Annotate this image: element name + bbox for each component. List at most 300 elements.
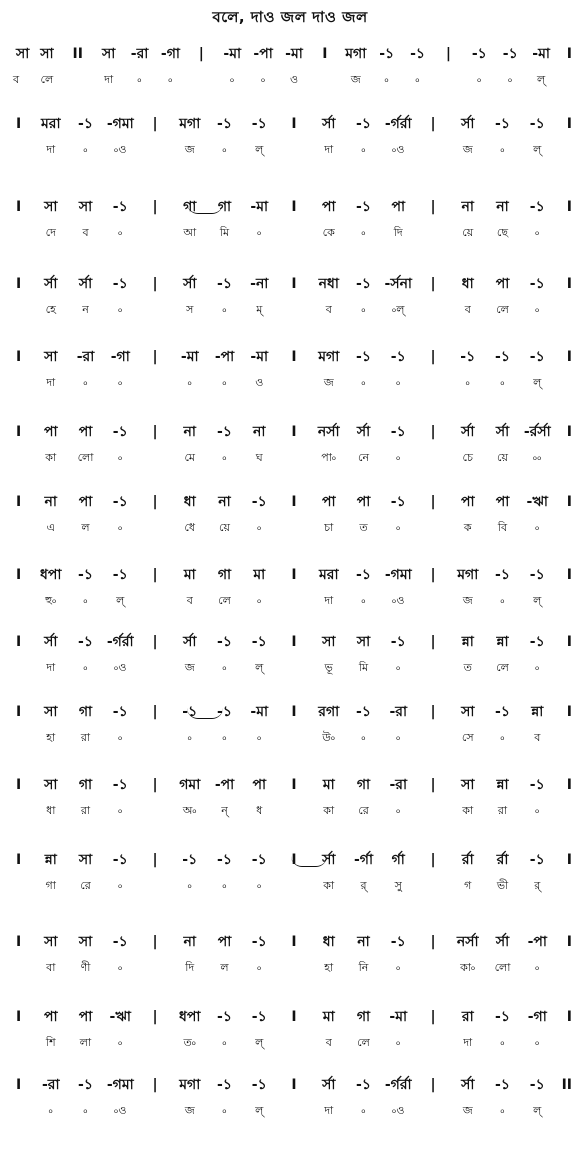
lyric-syllable: কা: [462, 804, 474, 817]
lyric-syllable: গ: [464, 879, 472, 892]
lyric-syllable: মে: [184, 451, 196, 464]
lyric-syllable: ৹: [118, 376, 123, 389]
swara-row: [16, 420, 572, 444]
swara-note: রগা: [318, 704, 340, 720]
swara-note: সা: [44, 349, 58, 365]
swara-note: -১: [390, 934, 406, 950]
swara-note: র্সা: [78, 276, 93, 292]
notation-line: [0, 112, 580, 172]
swara-note: -১: [217, 1009, 232, 1025]
swara-note: -১: [356, 276, 371, 292]
bar-line: |: [152, 1077, 158, 1093]
swara-note: ন্না: [496, 777, 509, 793]
swara-note: নর্সা: [317, 424, 340, 440]
swara-note: মগা: [457, 567, 479, 583]
swara-note: -রা: [389, 704, 408, 720]
swara-note: র্সা: [322, 116, 336, 132]
swara-note: -১: [217, 1077, 232, 1093]
lyric-syllable: এ: [46, 521, 55, 534]
bar-line: I: [16, 199, 22, 215]
bar-line: |: [445, 46, 451, 62]
swara-note: র্সা: [322, 852, 336, 868]
lyric-syllable: গা: [45, 879, 56, 892]
notation-line: [0, 345, 580, 405]
lyric-syllable: নে: [357, 451, 370, 464]
swara-note: মগা: [318, 349, 340, 365]
swara-note: -মা: [250, 704, 269, 720]
swara-note: র্সা: [461, 424, 475, 440]
swara-row: [16, 563, 572, 587]
swara-note: -মা: [532, 46, 550, 62]
swara-note: -১: [356, 199, 371, 215]
lyric-syllable: ৹: [500, 1036, 505, 1049]
swara-note: গা: [356, 1009, 371, 1025]
lyric-syllable: ৹: [500, 143, 505, 156]
swara-note: -১: [217, 852, 232, 868]
bar-line: I: [16, 852, 22, 868]
swara-note: পা: [43, 424, 58, 440]
lyric-syllable: ব: [464, 303, 471, 316]
lyric-syllable: ল: [220, 961, 229, 974]
swara-note: সা: [44, 704, 58, 720]
swara-note: পা: [356, 494, 371, 510]
lyric-row: [16, 516, 572, 540]
lyric-syllable: ৹: [187, 731, 192, 744]
swara-note: গা: [78, 704, 93, 720]
bar-line: I: [291, 567, 297, 583]
lyric-syllable: শি: [45, 1036, 56, 1049]
lyric-syllable: ণী: [80, 961, 91, 974]
notation-line: [0, 700, 580, 760]
bar-line: |: [430, 116, 436, 132]
lyric-syllable: ৹: [535, 961, 540, 974]
swara-note: -১: [356, 349, 371, 365]
swara-note: -১: [390, 494, 406, 510]
bar-line: I: [291, 116, 297, 132]
swara-note: -১: [217, 276, 232, 292]
bar-line: I: [16, 116, 22, 132]
swara-note: -১: [251, 934, 267, 950]
swara-note: -গমা: [106, 1077, 134, 1093]
lyric-syllable: দে: [45, 226, 56, 239]
swara-row: [16, 42, 572, 66]
swara-note: ধপা: [40, 567, 62, 583]
swara-note: -১: [182, 852, 198, 868]
notation-line: [0, 1073, 580, 1133]
swara-note: পা: [460, 494, 475, 510]
swara-note: গা: [217, 199, 232, 215]
swara-note: সা: [78, 852, 93, 868]
bar-line: |: [152, 276, 158, 292]
lyric-syllable: রা: [80, 804, 91, 817]
swara-note: না: [183, 934, 196, 950]
swara-note: র্সা: [44, 276, 58, 292]
swara-note: -১: [529, 199, 545, 215]
notation-line: [0, 630, 580, 690]
swara-note: সা: [322, 634, 336, 650]
bar-line: I: [566, 777, 572, 793]
lyric-syllable: ৹: [118, 1036, 123, 1049]
swara-note: র্সা: [322, 1077, 336, 1093]
bar-line: I: [566, 199, 572, 215]
lyric-syllable: দা: [46, 661, 56, 674]
bar-line: I: [291, 704, 297, 720]
bar-line: |: [152, 199, 158, 215]
notation-line: [0, 195, 580, 255]
lyric-syllable: রা: [80, 731, 91, 744]
lyric-syllable: রা: [497, 804, 508, 817]
swara-note: পা: [78, 424, 93, 440]
swara-note: -১: [112, 276, 128, 292]
lyric-syllable: ৹: [535, 521, 540, 534]
swara-note: র্গা: [391, 852, 405, 868]
lyric-syllable: য়ে: [219, 521, 230, 534]
bar-line: |: [198, 46, 204, 62]
lyric-syllable: ধে: [184, 521, 196, 534]
lyric-syllable: ব: [186, 594, 193, 607]
lyric-syllable: ৹: [118, 804, 123, 817]
swara-note: -ঋা: [526, 494, 548, 510]
lyric-row: [16, 799, 572, 823]
lyric-syllable: ৹: [257, 731, 262, 744]
lyric-syllable: ৹: [118, 731, 123, 744]
bar-line: I: [322, 46, 328, 62]
lyric-syllable: ৹: [500, 594, 505, 607]
bar-line: I: [566, 934, 572, 950]
swara-note: ন্না: [44, 852, 57, 868]
song-title: বলে, দাও জল দাও জল: [212, 8, 368, 26]
lyric-syllable: ও: [289, 73, 299, 86]
swara-note: র্সা: [495, 934, 510, 950]
lyric-syllable: ৹: [477, 73, 482, 86]
lyric-syllable: র্: [360, 879, 367, 892]
swara-note: মা: [253, 567, 266, 583]
swara-row: [16, 773, 572, 797]
swara-note: -১: [217, 704, 232, 720]
bar-line: |: [152, 567, 158, 583]
lyric-syllable: কে: [322, 226, 335, 239]
swara-note: মগা: [345, 46, 367, 62]
lyric-syllable: ৹: [535, 226, 540, 239]
lyric-syllable: ৹: [500, 1104, 505, 1117]
swara-note: না: [461, 199, 474, 215]
swara-note: -১: [495, 704, 510, 720]
bar-line: I: [16, 1077, 22, 1093]
lyric-syllable: ৹: [535, 661, 540, 674]
lyric-syllable: দি: [185, 961, 195, 974]
swara-note: মরা: [318, 567, 339, 583]
bar-line: I: [291, 777, 297, 793]
bar-line: II: [72, 46, 83, 62]
lyric-syllable: য়ে: [497, 451, 508, 464]
lyric-syllable: ৹: [465, 376, 470, 389]
bar-line: II: [561, 1077, 572, 1093]
lyric-syllable: হে: [45, 303, 56, 316]
bar-line: I: [16, 276, 22, 292]
lyric-syllable: ৹: [83, 143, 88, 156]
swara-row: [16, 195, 572, 219]
swara-note: -১: [529, 276, 545, 292]
lyric-syllable: ৹: [500, 731, 505, 744]
bar-line: I: [566, 1009, 572, 1025]
swara-row: [16, 1073, 572, 1097]
bar-line: I: [16, 1009, 22, 1025]
lyric-syllable: ৹: [361, 376, 366, 389]
swara-note: -১: [251, 852, 267, 868]
swara-note: -১: [112, 934, 128, 950]
swara-note: ধা: [183, 494, 196, 510]
swara-note: -র্গর্রা: [384, 1077, 412, 1093]
lyric-syllable: ৹: [535, 804, 540, 817]
swara-note: -১: [379, 46, 395, 62]
swara-note: -পা: [214, 349, 235, 365]
lyric-syllable: স: [186, 303, 194, 316]
lyric-syllable: জ: [184, 661, 195, 674]
lyric-syllable: লা: [79, 1036, 92, 1049]
swara-note: -মা: [285, 46, 303, 62]
lyric-syllable: ৹: [361, 594, 366, 607]
lyric-row: [16, 874, 572, 898]
bar-line: |: [430, 494, 436, 510]
swara-note: -র্গর্রা: [106, 634, 134, 650]
swara-note: -১: [112, 424, 128, 440]
swara-note: -১: [471, 46, 487, 62]
bar-line: I: [291, 424, 297, 440]
swara-note: -পা: [214, 777, 235, 793]
lyric-syllable: ব: [82, 226, 89, 239]
swara-note: ধা: [322, 934, 335, 950]
lyric-syllable: জ: [350, 73, 361, 86]
swara-note: র্সা: [461, 116, 475, 132]
lyric-syllable: ৹: [118, 451, 123, 464]
lyric-syllable: ৹: [396, 521, 401, 534]
swara-note: -১: [502, 46, 518, 62]
lyric-syllable: ক: [463, 521, 472, 534]
swara-note: মা: [322, 1009, 335, 1025]
bar-line: |: [152, 704, 158, 720]
bar-line: I: [16, 349, 22, 365]
swara-note: না: [496, 199, 509, 215]
lyric-row: [16, 371, 572, 395]
swara-note: না: [218, 494, 231, 510]
swara-note: -ঋা: [109, 1009, 131, 1025]
bar-line: I: [566, 567, 572, 583]
swara-note: -১: [356, 1077, 371, 1093]
bar-line: I: [16, 424, 22, 440]
bar-line: I: [291, 934, 297, 950]
swara-note: সা: [44, 777, 58, 793]
bar-line: |: [152, 934, 158, 950]
lyric-syllable: দা: [46, 376, 56, 389]
lyric-syllable: আ: [183, 226, 197, 239]
lyric-syllable: ম্: [256, 303, 263, 316]
bar-line: |: [152, 634, 158, 650]
bar-line: |: [430, 276, 436, 292]
bar-line: |: [430, 1077, 436, 1093]
swara-note: পা: [495, 494, 510, 510]
swara-note: -গা: [110, 349, 130, 365]
lyric-syllable: ল্: [533, 1104, 542, 1117]
bar-line: I: [566, 704, 572, 720]
lyric-syllable: ত৹: [183, 1036, 197, 1049]
lyric-syllable: কা: [45, 451, 57, 464]
swara-note: মরা: [40, 116, 61, 132]
lyric-syllable: লো: [77, 451, 94, 464]
lyric-syllable: য়ে: [462, 226, 474, 239]
bar-line: I: [566, 852, 572, 868]
lyric-syllable: লে: [40, 73, 54, 86]
swara-note: -মা: [389, 1009, 408, 1025]
bar-line: |: [430, 777, 436, 793]
lyric-syllable: ৹ও: [114, 143, 127, 156]
lyric-syllable: লে: [496, 303, 509, 316]
bar-line: I: [566, 494, 572, 510]
swara-note: র্রা: [461, 852, 474, 868]
bar-line: I: [16, 704, 22, 720]
lyric-syllable: মি: [219, 226, 230, 239]
lyric-syllable: ৹: [361, 303, 366, 316]
swara-note: মা: [183, 567, 196, 583]
lyric-syllable: ৹: [260, 73, 266, 86]
lyric-syllable: ন: [82, 303, 89, 316]
swara-note: -১: [78, 567, 93, 583]
lyric-syllable: দি: [393, 226, 403, 239]
swara-note: -১: [112, 567, 128, 583]
swara-note: র্সা: [183, 634, 197, 650]
swara-note: মগা: [179, 116, 201, 132]
bar-line: I: [291, 199, 297, 215]
lyric-syllable: ও: [255, 376, 264, 389]
lyric-syllable: কা৹: [460, 961, 476, 974]
swara-note: রা: [461, 1009, 474, 1025]
swara-note: -১: [390, 424, 406, 440]
lyric-syllable: ৹: [508, 73, 513, 86]
bar-line: I: [16, 777, 22, 793]
lyric-syllable: ৹: [222, 376, 227, 389]
swara-note: -গমা: [106, 116, 134, 132]
slur-mark: [291, 856, 327, 867]
swara-note: পা: [78, 1009, 93, 1025]
bar-line: I: [291, 634, 297, 650]
lyric-row: [16, 138, 572, 162]
notation-line: [0, 930, 580, 990]
lyric-syllable: ৹: [83, 594, 88, 607]
lyric-syllable: ঘ: [255, 451, 263, 464]
lyric-syllable: ৹: [500, 376, 505, 389]
lyric-syllable: বি: [497, 521, 508, 534]
lyric-syllable: ল: [81, 521, 90, 534]
swara-row: [16, 490, 572, 514]
lyric-syllable: দা: [324, 143, 334, 156]
bar-line: |: [430, 704, 436, 720]
lyric-syllable: পা৹: [321, 451, 337, 464]
notation-line: [0, 490, 580, 550]
lyric-syllable: ৹: [222, 661, 227, 674]
lyric-syllable: ৹: [118, 879, 123, 892]
bar-line: I: [16, 494, 22, 510]
swara-note: -মা: [223, 46, 242, 62]
lyric-syllable: ৹: [222, 1104, 227, 1117]
lyric-syllable: চা: [324, 521, 334, 534]
notation-line: [0, 1005, 580, 1065]
lyric-syllable: ৹: [83, 376, 88, 389]
notation-line: [0, 42, 580, 102]
swara-note: পা: [78, 494, 93, 510]
swara-note: -১: [410, 46, 425, 62]
lyric-syllable: দা: [46, 143, 56, 156]
lyric-syllable: নি: [358, 961, 369, 974]
bar-line: I: [16, 567, 22, 583]
lyric-syllable: ৹: [83, 661, 88, 674]
swara-note: সা: [461, 777, 475, 793]
swara-note: -১: [356, 116, 371, 132]
swara-note: র্সা: [183, 276, 197, 292]
swara-note: -গমা: [384, 567, 412, 583]
swara-note: ন্না: [531, 704, 544, 720]
bar-line: |: [152, 494, 158, 510]
lyric-syllable: ল্: [533, 594, 542, 607]
lyric-syllable: দা: [324, 1104, 334, 1117]
lyric-syllable: ৹: [361, 1104, 366, 1117]
swara-note: মগা: [179, 1077, 201, 1093]
lyric-syllable: ৹: [118, 226, 123, 239]
bar-line: |: [430, 424, 436, 440]
lyric-row: [16, 446, 572, 470]
bar-line: |: [152, 424, 158, 440]
bar-line: I: [566, 46, 572, 62]
swara-note: -১: [529, 634, 545, 650]
lyric-syllable: রে: [358, 804, 369, 817]
lyric-syllable: সে: [461, 731, 474, 744]
swara-row: [16, 700, 572, 724]
swara-note: গা: [356, 777, 371, 793]
swara-note: -১: [495, 1009, 510, 1025]
swara-note: -১: [78, 634, 93, 650]
lyric-syllable: মি: [358, 661, 369, 674]
lyric-syllable: ৹: [257, 226, 262, 239]
swara-note: গা: [183, 199, 197, 215]
lyric-syllable: ধা: [46, 804, 56, 817]
bar-line: |: [152, 349, 158, 365]
swara-note: -১: [112, 852, 128, 868]
swara-row: [16, 112, 572, 136]
lyric-syllable: ৹: [415, 73, 420, 86]
bar-line: I: [566, 349, 572, 365]
lyric-syllable: ৹: [118, 521, 123, 534]
lyric-syllable: ৹: [257, 961, 262, 974]
lyric-syllable: ৹: [222, 143, 227, 156]
swara-note: ধা: [461, 276, 474, 292]
lyric-syllable: ৹: [257, 879, 262, 892]
bar-line: |: [430, 1009, 436, 1025]
swara-note: -১: [529, 116, 545, 132]
swara-note: -১: [460, 349, 476, 365]
lyric-syllable: হা: [324, 961, 334, 974]
swara-note: -১: [495, 116, 510, 132]
lyric-syllable: লে: [218, 594, 231, 607]
notation-line: [0, 272, 580, 332]
lyric-row: [16, 298, 572, 322]
lyric-syllable: ত: [359, 521, 368, 534]
lyric-syllable: ছে: [496, 226, 509, 239]
lyric-syllable: জ: [184, 143, 195, 156]
swara-note: -র্সনা: [384, 276, 412, 292]
notation-line: [0, 420, 580, 480]
lyric-syllable: ল্: [533, 143, 542, 156]
lyric-syllable: ৹ও: [392, 1104, 405, 1117]
lyric-syllable: ৹: [396, 1036, 401, 1049]
lyric-syllable: ৹: [361, 226, 366, 239]
